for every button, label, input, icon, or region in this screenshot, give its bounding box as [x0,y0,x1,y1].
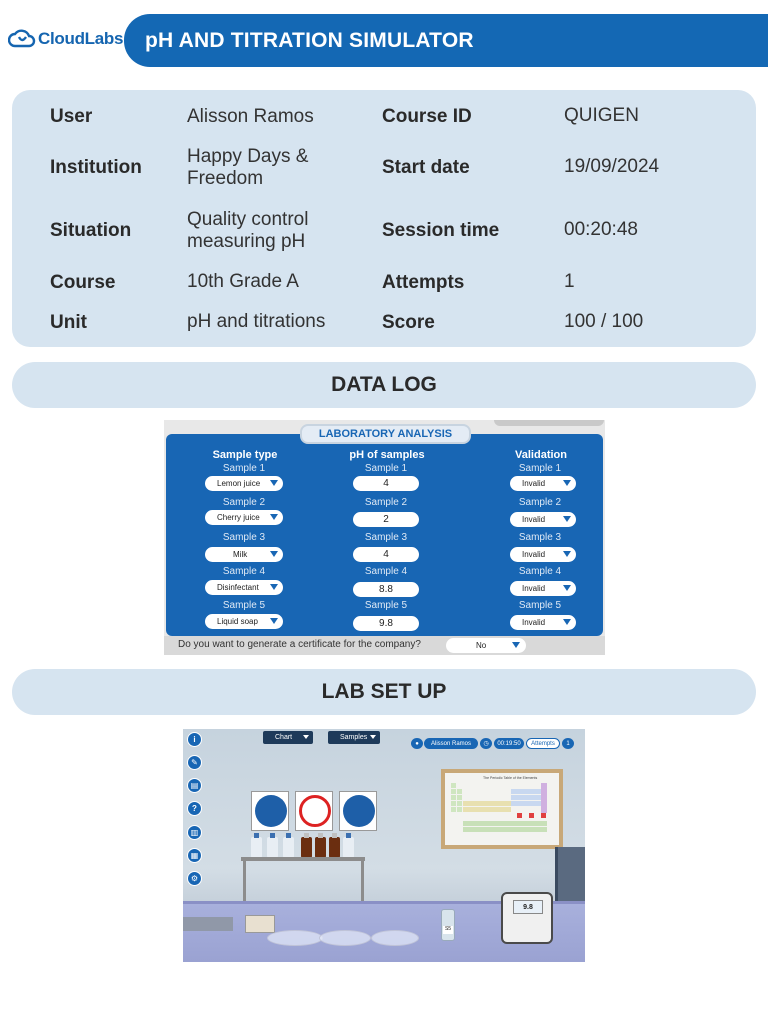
calculator-icon[interactable]: ▦ [187,848,202,863]
ph-value-box: 4 [353,547,419,562]
ph-value-box: 8.8 [353,582,419,597]
info-icon[interactable]: i [187,732,202,747]
course-label: Course [50,272,116,293]
sample-type-value: Cherry juice [217,513,260,522]
col-ph: pH of samples [349,449,425,461]
lab-scene [183,729,585,962]
attempts-value: 1 [564,271,575,292]
samples-dropdown-label: Samples [340,734,368,741]
validation-value: Invalid [522,515,546,524]
sample-label: Sample 3 [364,532,408,543]
sample-type-value: Liquid soap [217,617,258,626]
validation-value: Invalid [522,584,546,593]
institution-value: Happy Days & Freedom [187,146,309,189]
pencil-icon[interactable]: ✎ [187,755,202,770]
reagent-bottle [343,837,354,858]
dropdown-arrow-icon [563,619,571,625]
laboratory-analysis-table [166,434,603,636]
settings-icon[interactable]: ⚙ [187,871,202,886]
beaker-label: S5 [444,926,452,932]
validation-select[interactable] [510,476,576,491]
attempts-count: 1 [562,738,574,749]
situation-value: Quality control measuring pH [187,209,309,252]
ph-value-box: 9.8 [353,616,419,631]
dropdown-arrow-icon [563,585,571,591]
lab-coat-sign [339,791,377,831]
sample-type-select[interactable] [205,614,283,629]
score-value: 100 / 100 [564,311,644,332]
sample-label: Sample 2 [222,497,266,508]
lab-setup-banner [12,669,756,715]
sample-type-value: Milk [233,550,248,559]
sample-beaker[interactable] [441,909,455,941]
session-time-label: Session time [382,220,500,241]
score-label: Score [382,312,435,333]
title-bar [124,14,768,67]
lab-coat-icon [343,795,375,827]
dropdown-arrow-icon [270,584,278,590]
sample-label: Sample 4 [518,566,562,577]
sample-type-select[interactable] [205,547,283,562]
samples-dropdown[interactable] [328,731,380,744]
ph-meter[interactable] [501,892,553,944]
course-id-label: Course ID [382,106,472,127]
laboratory-analysis-panel [164,420,605,655]
dropdown-arrow-icon [270,551,278,557]
chart-dropdown-label: Chart [275,734,293,741]
periodic-table-poster [441,769,563,849]
cloudlabs-logo [8,28,123,50]
validation-select[interactable] [510,581,576,596]
dropdown-arrow-icon [270,514,278,520]
data-log-heading: DATA LOG [331,373,437,396]
sample-label: Sample 1 [518,463,562,474]
unit-value: pH and titrations [187,311,326,332]
dropdown-arrow-icon [270,480,278,486]
user-pill: Alisson Ramos [424,738,478,749]
user-label: User [50,106,93,127]
validation-value: Invalid [522,479,546,488]
sample-type-select[interactable] [205,580,283,595]
col-validation: Validation [515,449,567,461]
no-food-sign [295,791,333,831]
attempts-pill: Attempts [526,738,560,749]
clock-icon: ◷ [480,738,492,749]
validation-value: Invalid [522,618,546,627]
validation-select[interactable] [510,547,576,562]
shelf [241,857,365,861]
certificate-question: Do you want to generate a certificate for the company? [178,639,421,650]
cloud-logo-icon [8,28,36,50]
dropdown-arrow-icon [370,735,376,739]
chart-dropdown[interactable] [263,731,313,744]
dropdown-arrow-icon [512,642,520,648]
dropdown-arrow-icon [563,551,571,557]
course-id-value: QUIGEN [564,105,639,126]
validation-select[interactable] [510,512,576,527]
start-date-label: Start date [382,157,470,178]
dropper-bottle [315,837,326,858]
sample-label: Sample 4 [222,566,266,577]
dropper-bottle [329,837,340,858]
no-eating-icon [299,795,331,827]
lab-setup-heading: LAB SET UP [321,680,447,703]
dropdown-arrow-icon [563,516,571,522]
safety-goggles-icon [255,795,287,827]
session-info-card [12,90,756,347]
laboratory-analysis-title: LABORATORY ANALYSIS [318,428,453,440]
situation-label: Situation [50,220,132,241]
sample-label: Sample 2 [364,497,408,508]
test-tube-rack[interactable] [245,915,275,933]
data-log-banner [12,362,756,408]
petri-dish[interactable] [267,930,323,946]
sample-label: Sample 1 [222,463,266,474]
timer-pill: 00:19:50 [494,738,524,749]
periodic-grid-icon [445,773,559,845]
start-date-value: 19/09/2024 [564,156,660,177]
dropdown-arrow-icon [563,480,571,486]
sample-label: Sample 5 [364,600,408,611]
reagent-bottle [251,837,262,858]
laboratory-analysis-tab [300,424,471,444]
book-icon[interactable]: ▥ [187,825,202,840]
sample-label: Sample 4 [364,566,408,577]
help-icon[interactable]: ? [187,801,202,816]
course-value: 10th Grade A [187,271,299,292]
ph-value-box: 2 [353,512,419,527]
sink [183,917,233,931]
panel-notch [494,420,604,426]
dropper-bottle [301,837,312,858]
page-title: pH AND TITRATION SIMULATOR [145,28,474,52]
sample-label: Sample 1 [364,463,408,474]
dropdown-arrow-icon [303,735,309,739]
certificate-row [164,636,605,655]
periodic-table-title: The Periodic Table of the Elements [483,776,538,780]
col-sample-type: Sample type [212,449,278,461]
sample-type-select[interactable] [205,476,283,491]
petri-dish[interactable] [319,930,371,946]
logo-text: CloudLabs [38,29,124,48]
user-value: Alisson Ramos [187,106,314,127]
sample-type-select[interactable] [205,510,283,525]
unit-label: Unit [50,312,87,333]
reagent-bottle [283,837,294,858]
sample-label: Sample 5 [518,600,562,611]
petri-dish[interactable] [371,930,419,946]
sample-label: Sample 3 [518,532,562,543]
sample-label: Sample 5 [222,600,266,611]
sample-type-value: Lemon juice [217,479,261,488]
clipboard-icon[interactable]: ▤ [187,778,202,793]
sample-type-value: Disinfectant [217,583,259,592]
session-time-value: 00:20:48 [564,219,638,240]
ph-value-box: 4 [353,476,419,491]
dropdown-arrow-icon [270,618,278,624]
user-icon: ● [411,738,423,749]
certificate-value: No [476,641,487,650]
ph-meter-reading: 9.8 [513,900,543,914]
validation-select[interactable] [510,615,576,630]
sample-label: Sample 3 [222,532,266,543]
validation-value: Invalid [522,550,546,559]
certificate-select[interactable] [446,638,526,653]
goggles-sign [251,791,289,831]
reagent-bottle [267,837,278,858]
institution-label: Institution [50,157,142,178]
sample-label: Sample 2 [518,497,562,508]
attempts-label: Attempts [382,272,465,293]
